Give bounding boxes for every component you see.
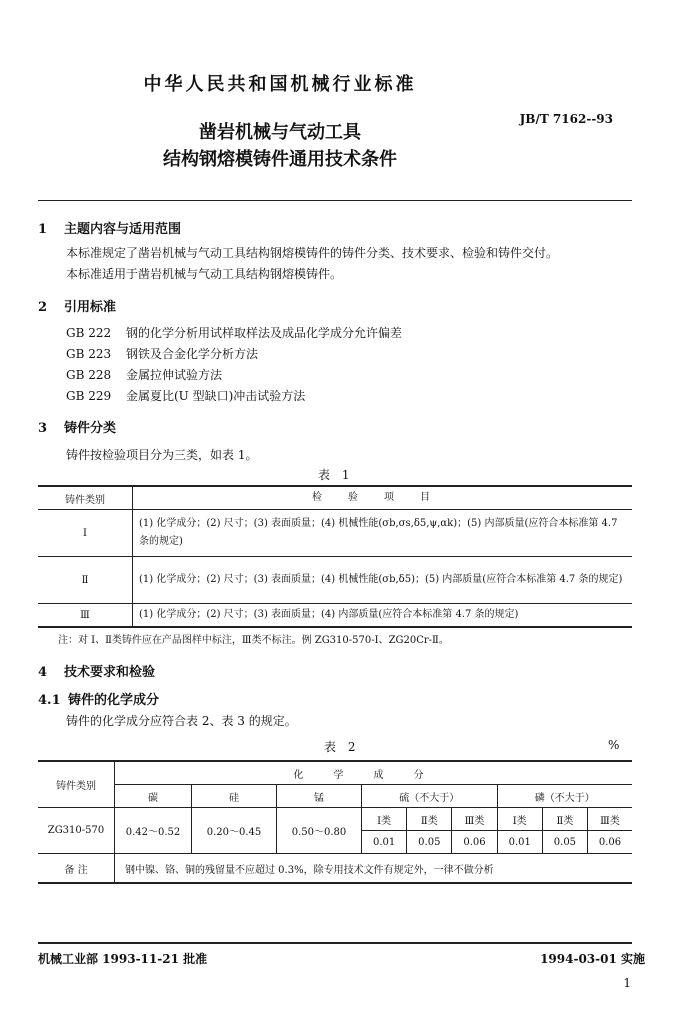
page-number: 1	[623, 976, 631, 990]
standard-title: 中华人民共和国机械行业标准	[143, 74, 417, 95]
reference-title: 金属夏比(U 型缺口)冲击试验方法	[126, 389, 306, 403]
table-2-unit: %	[608, 738, 620, 752]
table-row	[38, 557, 632, 604]
table-header-row	[38, 785, 632, 808]
reference-code: GB 228	[66, 368, 112, 382]
table-row	[38, 510, 632, 557]
document-title-line1: 凿岩机械与气动工具	[199, 122, 361, 143]
subsection-4-1-para: 铸件的化学成分应符合表 2、表 3 的规定。	[66, 714, 297, 728]
silicon-cell: 0.20～0.45	[192, 808, 277, 854]
reference-title: 钢的化学分析用试样取样法及成品化学成分允许偏差	[126, 326, 403, 340]
section-1-para-2: 本标准适用于凿岩机械与气动工具结构钢熔模铸件。	[66, 267, 343, 281]
phosphorus-value-cell: 0.01	[497, 831, 542, 854]
sulfur-header: 硫（不大于）	[362, 785, 498, 808]
class-header-cell: Ⅱ类	[407, 808, 452, 831]
table-1-caption: 表 1	[318, 468, 354, 482]
carbon-header: 碳	[115, 785, 192, 808]
standard-code: JB/T 7162--93	[519, 112, 613, 126]
phosphorus-value-cell: 0.06	[588, 831, 632, 854]
chemical-composition-header	[115, 761, 633, 785]
sulfur-value-cell: 0.01	[362, 831, 407, 854]
manganese-header: 锰	[277, 785, 362, 808]
category-cell: I	[38, 510, 133, 557]
class-header-cell: Ⅲ类	[588, 808, 632, 831]
reference-item	[66, 345, 258, 362]
reference-code: GB 229	[66, 389, 112, 403]
reference-title: 金属拉伸试验方法	[126, 368, 223, 382]
chemical-composition-label: 化学成分	[293, 769, 454, 781]
section-3-heading	[38, 417, 116, 436]
section-1-heading	[38, 218, 181, 237]
table-1	[38, 485, 632, 628]
subsection-title: 铸件的化学成分	[68, 693, 160, 708]
section-4-heading	[38, 661, 155, 680]
table-header-row	[38, 486, 632, 510]
phosphorus-value-cell: 0.05	[542, 831, 587, 854]
table-header-row	[38, 761, 632, 785]
section-title: 引用标准	[64, 300, 117, 315]
items-cell: (1) 化学成分；(2) 尺寸；(3) 表面质量；(4) 机械性能(σb,δ5)；(5) 内部质量(应符合本标准第 4.7 条的规定)	[133, 557, 633, 604]
remark-label-cell: 备 注	[38, 854, 115, 884]
phosphorus-header: 磷（不大于）	[497, 785, 632, 808]
header-rule	[38, 200, 632, 201]
table-1-note: 注：对 Ⅰ、Ⅱ类铸件应在产品图样中标注，Ⅲ类不标注。例 ZG310-570-Ⅰ、ZG20Cr-Ⅱ。	[58, 635, 449, 646]
reference-item	[66, 366, 222, 383]
section-2-heading	[38, 296, 116, 315]
table-2	[38, 760, 632, 884]
category-cell: Ⅲ	[38, 604, 133, 628]
subsection-4-1-heading	[38, 689, 159, 708]
grade-cell: ZG310-570	[38, 808, 115, 854]
section-title: 铸件分类	[64, 421, 117, 436]
remark-cell: 钢中镍、铬、铜的残留量不应超过 0.3%，除专用技术文件有规定外，一律不做分析	[115, 854, 633, 884]
section-number: 4	[38, 665, 48, 680]
section-title: 主题内容与适用范围	[64, 222, 182, 237]
items-cell: (1) 化学成分；(2) 尺寸；(3) 表面质量；(4) 机械性能(σb,σs,δ5,ψ,αk)；(5) 内部质量(应符合本标准第 4.7 条的规定)	[133, 510, 633, 557]
subsection-number: 4.1	[38, 693, 61, 708]
class-header-cell: Ⅱ类	[542, 808, 587, 831]
class-header-cell: Ⅲ类	[452, 808, 497, 831]
table-header-cell: 检验项目	[133, 486, 633, 510]
category-header: 铸件类别	[38, 761, 115, 808]
implementation-date: 1994-03-01 实施	[540, 952, 645, 966]
sulfur-value-cell: 0.05	[407, 831, 452, 854]
class-header-cell: Ⅰ类	[497, 808, 542, 831]
reference-item	[66, 324, 402, 341]
section-number: 1	[38, 222, 48, 237]
approval-date: 机械工业部 1993-11-21 批准	[38, 952, 208, 966]
manganese-cell: 0.50～0.80	[277, 808, 362, 854]
reference-item	[66, 387, 305, 404]
table-row	[38, 604, 632, 628]
section-number: 3	[38, 421, 48, 436]
document-title-line2: 结构钢熔模铸件通用技术条件	[163, 149, 397, 170]
table-header-cell: 铸件类别	[38, 486, 133, 510]
category-cell: Ⅱ	[38, 557, 133, 604]
section-1-para-1: 本标准规定了凿岩机械与气动工具结构钢熔模铸件的铸件分类、技术要求、检验和铸件交付。	[66, 246, 559, 260]
silicon-header: 硅	[192, 785, 277, 808]
items-cell: (1) 化学成分；(2) 尺寸；(3) 表面质量；(4) 内部质量(应符合本标准第 4.7 条的规定)	[133, 604, 633, 628]
reference-code: GB 223	[66, 347, 112, 361]
table-row	[38, 854, 632, 884]
carbon-cell: 0.42～0.52	[115, 808, 192, 854]
sulfur-value-cell: 0.06	[452, 831, 497, 854]
section-number: 2	[38, 300, 48, 315]
footer-rule	[38, 942, 632, 944]
table-2-caption: 表 2	[324, 740, 360, 754]
reference-code: GB 222	[66, 326, 112, 340]
section-3-para: 铸件按检验项目分为三类，如表 1。	[66, 448, 258, 462]
class-header-cell: Ⅰ类	[362, 808, 407, 831]
table-row	[38, 808, 632, 831]
reference-title: 钢铁及合金化学分析方法	[126, 347, 259, 361]
section-title: 技术要求和检验	[64, 665, 156, 680]
